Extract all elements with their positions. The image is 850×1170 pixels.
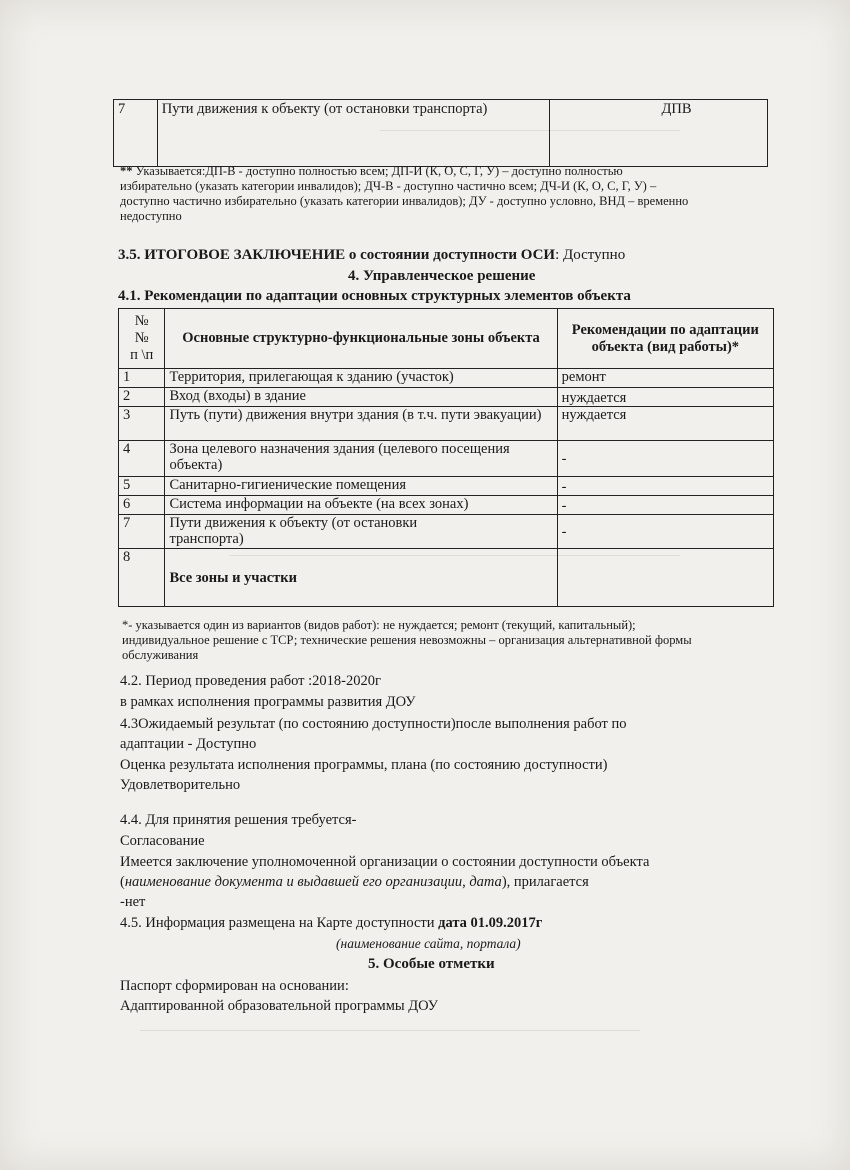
row-recommendation: -: [557, 515, 773, 549]
header-number-line: №: [134, 330, 149, 346]
row-zone: Пути движения к объекту (от остановки транспорта): [165, 515, 557, 549]
attached-text: ), прилагается: [501, 874, 589, 890]
top-table: [113, 99, 768, 167]
table-row: [119, 515, 774, 549]
table-row: [119, 369, 774, 388]
section-4-5-info: [120, 915, 542, 932]
table-row: [119, 549, 774, 607]
section-5-title: 5. Особые отметки: [368, 956, 495, 972]
footnote-availability: [120, 164, 770, 224]
paren-open: (: [120, 874, 125, 890]
conclusion-value: : Доступно: [555, 247, 626, 263]
row-number: 7: [114, 100, 158, 167]
row-recommendation: [557, 549, 773, 607]
row-recommendation: нуждается: [557, 407, 773, 441]
section-4-4-none: -нет: [120, 894, 146, 910]
section-5-basis: Паспорт сформирован на основании:: [120, 978, 349, 994]
table-row: [119, 441, 774, 477]
section-4-3-evaluation-value: Удовлетворительно: [120, 777, 241, 793]
info-placed-text: 4.5. Информация размещена на Карте доступности: [120, 915, 439, 931]
header-recommendation: Рекомендации по адаптации объекта (вид работы)*: [557, 309, 773, 369]
section-4-2-period: 4.2. Период проведения работ :2018-2020г: [120, 673, 381, 689]
section-4-1-title: 4.1. Рекомендации по адаптации основных структурных элементов объекта: [118, 288, 631, 304]
footnote-line: Указывается:ДП-В - доступно полностью всем; ДП-И (К, О, С, Г, У) – доступно полностью: [135, 164, 623, 178]
final-conclusion: [118, 247, 625, 264]
footnote-line: доступно частично избирательно (указать категории инвалидов); ДУ - доступно условно, ВНД – временно: [120, 194, 689, 208]
footnote-marker: **: [120, 164, 133, 178]
row-number: 4: [119, 441, 165, 477]
row-zone: Все зоны и участки: [165, 549, 557, 607]
footnote-line: индивидуальное решение с ТСР; технические решения невозможны – организация альтернативной формы: [122, 633, 692, 647]
table-header-row: [119, 309, 774, 369]
table-row: [119, 407, 774, 441]
recommendations-table: [118, 308, 774, 607]
table-row: [119, 477, 774, 496]
section-4-3-expected: 4.3Ожидаемый результат (по состоянию доступности)после выполнения работ по: [120, 716, 627, 732]
header-zone: Основные структурно-функциональные зоны объекта: [165, 309, 557, 369]
section-5-program: Адаптированной образовательной программы ДОУ: [120, 998, 439, 1014]
footnote-line: обслуживания: [122, 648, 199, 662]
row-zone: Зона целевого назначения здания (целевого посещения объекта): [165, 441, 557, 477]
header-number-line: п \п: [130, 347, 154, 363]
section-4-4-conclusion: Имеется заключение уполномоченной организации о состоянии доступности объекта: [120, 854, 650, 870]
row-text: Пути движения к объекту (от остановки транспорта): [157, 100, 549, 167]
header-number: [119, 309, 165, 369]
conclusion-label: 3.5. ИТОГОВОЕ ЗАКЛЮЧЕНИЕ о состоянии доступности ОСИ: [118, 247, 556, 263]
row-number: 8: [119, 549, 165, 607]
row-number: 1: [119, 369, 165, 388]
footnote-line: избирательно (указать категории инвалидов); ДЧ-В - доступно частично всем; ДЧ-И (К, О, С, Г, У) –: [120, 179, 657, 193]
table-row: [119, 496, 774, 515]
section-4-4-approval: Согласование: [120, 833, 205, 849]
header-number-line: №: [134, 313, 149, 329]
row-number: 3: [119, 407, 165, 441]
row-recommendation: -: [557, 477, 773, 496]
row-zone: Система информации на объекте (на всех зонах): [165, 496, 557, 515]
row-recommendation: -: [557, 441, 773, 477]
footnote-line: недоступно: [120, 209, 182, 223]
section-4-2-program: в рамках исполнения программы развития ДОУ: [120, 694, 416, 710]
row-number: 6: [119, 496, 165, 515]
row-recommendation: -: [557, 496, 773, 515]
section-4-3-evaluation: Оценка результата исполнения программы, плана (по состоянию доступности): [120, 757, 608, 773]
footnote-work-types: [122, 618, 772, 663]
section-4-4-title: 4.4. Для принятия решения требуется-: [120, 812, 357, 828]
table-row: [114, 100, 768, 167]
row-number: 2: [119, 388, 165, 407]
info-date: дата 01.09.2017г: [438, 915, 543, 931]
row-zone: Путь (пути) движения внутри здания (в т.ч. пути эвакуации): [165, 407, 557, 441]
row-zone: Вход (входы) в здание: [165, 388, 557, 407]
section-4-title: 4. Управленческое решение: [348, 268, 536, 284]
row-number: 7: [119, 515, 165, 549]
row-zone: Территория, прилегающая к зданию (участок): [165, 369, 557, 388]
footnote-line: *- указывается один из вариантов (видов работ): не нуждается; ремонт (текущий, капитальный);: [122, 618, 636, 632]
row-number: 5: [119, 477, 165, 496]
section-4-4-document: [120, 874, 589, 891]
document-caption: наименование документа и выдавшей его организации, дата: [124, 874, 502, 890]
row-recommendation: ремонт: [557, 369, 773, 388]
row-value: ДПВ: [549, 100, 767, 167]
row-recommendation: нуждается: [557, 388, 773, 407]
section-4-3-expected-cont: адаптации - Доступно: [120, 736, 257, 752]
site-caption: (наименование сайта, портала): [336, 936, 521, 951]
row-zone: Санитарно-гигиенические помещения: [165, 477, 557, 496]
table-row: [119, 388, 774, 407]
